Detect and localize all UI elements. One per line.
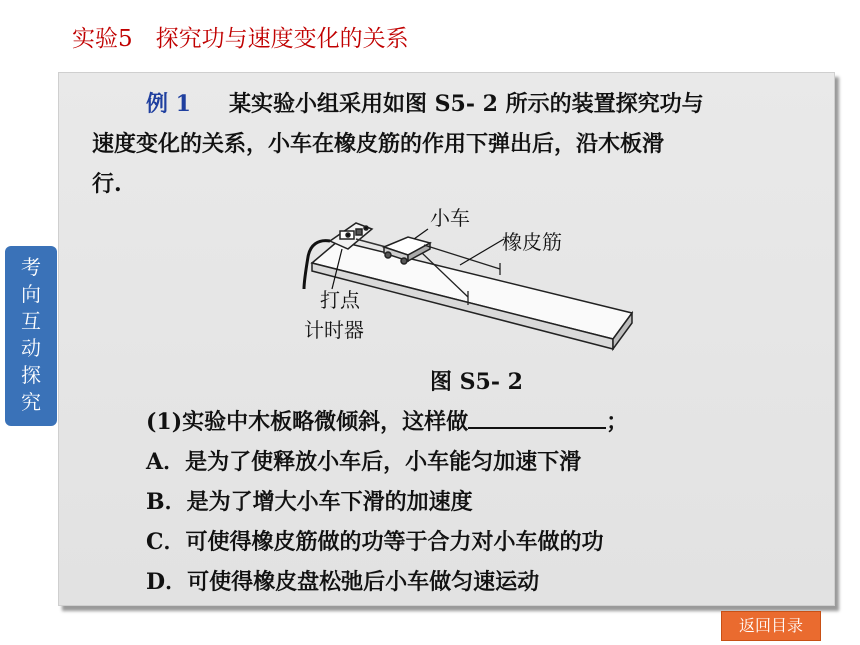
answer-blank[interactable] (468, 405, 606, 429)
question-stem-line (146, 404, 628, 440)
sidebar-tab-char: 动 (21, 336, 41, 360)
option-a[interactable]: A．是为了使释放小车后，小车能匀加速下滑 (146, 449, 582, 475)
question-stem-end: ； (606, 409, 629, 435)
sidebar-tab-char: 互 (21, 309, 41, 333)
sidebar-tab-char: 考 (21, 255, 41, 279)
back-to-contents-button[interactable]: 返回目录 (721, 611, 821, 641)
sidebar-tab-char: 向 (21, 282, 41, 306)
option-c[interactable]: C．可使得橡皮筋做的功等于合力对小车做的功 (146, 529, 604, 555)
label-timer-1: 打点 (320, 288, 360, 312)
figure-caption: 图 S5- 2 (430, 369, 523, 395)
problem-line-2: 速度变化的关系，小车在橡皮筋的作用下弹出后，沿木板滑 (92, 131, 665, 157)
question-stem: (1)实验中木板略微倾斜，这样做 (146, 409, 469, 435)
option-d[interactable]: D．可使得橡皮盘松弛后小车做匀速运动 (146, 569, 540, 595)
label-cart: 小车 (430, 206, 470, 230)
sidebar-tab-char: 究 (21, 390, 41, 414)
problem-text-1: 某实验小组采用如图 S5- 2 所示的装置探究功与 (228, 91, 704, 117)
label-timer-2: 计时器 (304, 318, 364, 342)
example-label: 例 1 (146, 91, 191, 117)
sidebar-tab[interactable] (5, 246, 57, 426)
sidebar-tab-char: 探 (21, 363, 41, 387)
apparatus-figure (290, 205, 650, 365)
page-title: 实验5 探究功与速度变化的关系 (72, 26, 409, 52)
label-rubber-band: 橡皮筋 (502, 230, 562, 254)
problem-line-3: 行. (92, 171, 122, 197)
option-b[interactable]: B．是为了增大小车下滑的加速度 (146, 489, 473, 515)
problem-line-1 (146, 86, 704, 122)
